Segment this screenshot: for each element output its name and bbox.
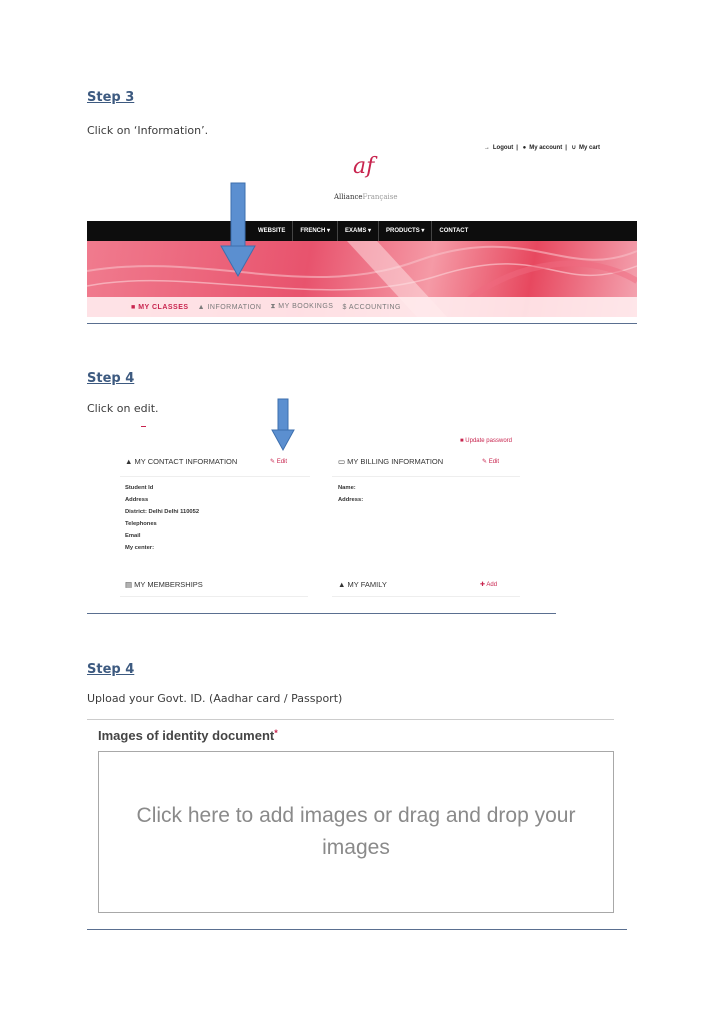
contact-field: Telephones — [125, 521, 157, 527]
subnav-information[interactable]: ▲ INFORMATION — [197, 303, 262, 311]
step-4-upload-heading: Step 4 — [87, 662, 135, 677]
dollar-icon: $ — [342, 303, 349, 311]
pink-banner — [87, 241, 637, 317]
my-cart-link[interactable]: My cart — [578, 145, 600, 151]
account-subnav — [87, 297, 637, 317]
account-icon: ● — [522, 145, 527, 151]
upload-dropzone[interactable] — [98, 751, 614, 913]
family-divider — [332, 596, 520, 597]
section-divider-2 — [87, 613, 556, 614]
edit-icon: ✎ — [270, 459, 277, 465]
memberships-title: ▤ MY MEMBERSHIPS — [125, 580, 203, 589]
red-dash — [141, 426, 146, 427]
memberships-divider — [120, 596, 308, 597]
step-4-heading: Step 4 — [87, 371, 135, 386]
user-icon: ▲ — [197, 303, 208, 311]
billing-edit-link[interactable]: ✎ Edit — [482, 459, 500, 465]
lock-icon: ■ — [460, 438, 466, 444]
alliance-logo-mark[interactable]: af — [353, 154, 375, 179]
nav-contact[interactable]: CONTACT — [439, 228, 469, 234]
family-title: ▲ MY FAMILY — [338, 580, 387, 589]
subnav-accounting[interactable]: $ ACCOUNTING — [342, 303, 401, 311]
nav-french[interactable]: FRENCH ▾ — [293, 221, 338, 241]
contact-field: Student Id — [125, 485, 154, 491]
id-card-icon: ▤ — [125, 580, 135, 589]
billing-field: Name: — [338, 485, 356, 491]
cart-icon: ∪ — [571, 145, 576, 151]
nav-exams[interactable]: EXAMS ▾ — [338, 221, 379, 241]
user-icon: ▲ — [125, 457, 135, 466]
update-password-link[interactable]: ■ Update password — [460, 438, 512, 444]
logout-icon: → — [483, 145, 490, 151]
profile-screenshot — [110, 420, 530, 605]
dropzone-hint: Click here to add images or drag and drop your images — [136, 804, 576, 859]
contact-field: Email — [125, 533, 141, 539]
logout-link[interactable]: Logout — [492, 145, 514, 151]
website-screenshot — [87, 140, 637, 326]
hourglass-icon: ⧗ — [270, 303, 279, 310]
required-marker: * — [274, 728, 278, 738]
book-icon: ■ — [131, 303, 139, 311]
section-divider-1 — [87, 323, 637, 324]
top-account-bar: → Logout | ● My account | ∪ My cart — [483, 145, 600, 151]
contact-field: District: Delhi Delhi 110052 — [125, 509, 200, 515]
contact-edit-link[interactable]: ✎ Edit — [270, 459, 288, 465]
billing-info-title: ▭ MY BILLING INFORMATION — [338, 457, 444, 466]
arrow-down-icon — [220, 182, 256, 278]
contact-field: Address — [125, 497, 149, 503]
family-add-link[interactable]: ✚ Add — [480, 582, 498, 588]
nav-website[interactable]: WEBSITE — [251, 221, 293, 241]
my-account-link[interactable]: My account — [529, 145, 563, 151]
step-4-upload-instruction: Upload your Govt. ID. (Aadhar card / Passport) — [87, 692, 343, 705]
identity-document-label: Images of identity document* — [98, 728, 278, 743]
subnav-my-classes[interactable]: ■ MY CLASSES — [131, 303, 189, 311]
contact-field: My center: — [125, 545, 154, 551]
step-4-instruction: Click on edit. — [87, 402, 159, 415]
users-icon: ▲ — [338, 580, 348, 589]
edit-icon: ✎ — [482, 459, 489, 465]
upload-top-divider — [87, 719, 614, 720]
step-3-instruction: Click on ‘Information’. — [87, 124, 209, 137]
main-navbar — [87, 221, 637, 241]
arrow-down-icon — [271, 398, 295, 452]
subnav-my-bookings[interactable]: ⧗ MY BOOKINGS — [270, 303, 334, 310]
contact-divider — [120, 476, 310, 477]
contact-info-title: ▲ MY CONTACT INFORMATION — [125, 457, 238, 466]
billing-divider — [332, 476, 520, 477]
card-icon: ▭ — [338, 457, 348, 466]
section-divider-3 — [87, 929, 627, 930]
step-3-heading: Step 3 — [87, 90, 135, 105]
nav-products[interactable]: PRODUCTS ▾ — [379, 221, 432, 241]
billing-field: Address: — [338, 497, 364, 503]
alliance-logo-text: AllianceFrançaise — [334, 193, 398, 201]
add-user-icon: ✚ — [480, 582, 487, 588]
